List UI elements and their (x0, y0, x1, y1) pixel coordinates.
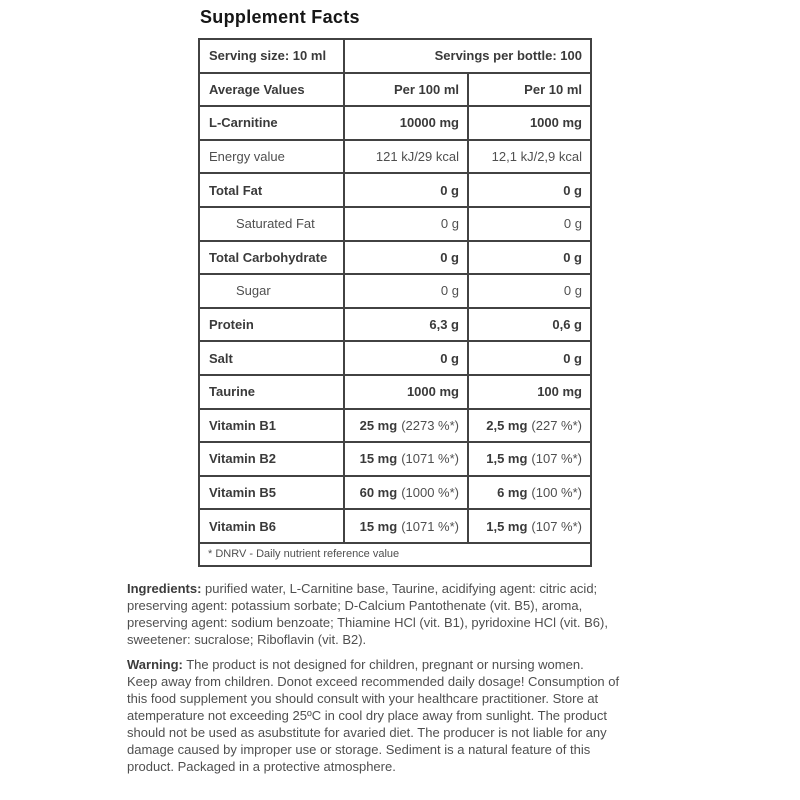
paragraph-line: Keep away from children. Donot exceed recommended daily dosage! Consumption of (127, 674, 620, 689)
table-row (200, 510, 590, 544)
per-10ml-value-cell: 12,1 kJ/2,9 kcal (467, 141, 590, 173)
ingredients-label: Ingredients: (127, 581, 202, 596)
per-10ml-value-cell: 0 g (467, 242, 590, 274)
serving-size-cell: Serving size: 10 ml (209, 48, 327, 64)
per-100ml-value-cell: 0 g (343, 275, 467, 307)
paragraph-line: preserving agent: potassium sorbate; D-Calcium Pantothenate (vit. B5), aroma, (127, 598, 583, 613)
per-100ml-value-cell: 15 mg (1071 %*) (343, 510, 467, 542)
per-100ml-value-cell: 25 mg (2273 %*) (343, 410, 467, 442)
warning-label: Warning: (127, 657, 183, 672)
per-100ml-header-cell: Per 100 ml (343, 74, 467, 106)
paragraph-line-text: The product is not designed for children, pregnant or nursing women. (186, 657, 584, 672)
nutrient-label-cell: Vitamin B6 (209, 518, 276, 534)
nutrient-label-cell: L-Carnitine (209, 115, 278, 131)
table-row (200, 477, 590, 511)
nutrient-label-cell: Sugar (236, 283, 271, 299)
table-row (200, 174, 590, 208)
nutrient-label-cell: Vitamin B5 (209, 485, 276, 501)
per-100ml-value-cell: 121 kJ/29 kcal (343, 141, 467, 173)
nutrient-label-cell: Vitamin B2 (209, 451, 276, 467)
footnote-text: * DNRV - Daily nutrient reference value (208, 548, 400, 561)
paragraph-line: atemperature not exceeding 25ºC in cool dry place away from sunlight. The product (127, 708, 607, 723)
average-values-header-cell: Average Values (209, 81, 305, 97)
per-10ml-value-cell: 2,5 mg (227 %*) (467, 410, 590, 442)
table-row (200, 342, 590, 376)
table-row (200, 443, 590, 477)
table-row (200, 141, 590, 175)
ingredients-paragraph (127, 580, 687, 648)
nutrient-label-cell: Salt (209, 350, 233, 366)
per-100ml-value-cell: 0 g (343, 342, 467, 374)
paragraph-line: should not be used as asubstitute for avaried diet. The producer is not liable for any (127, 725, 607, 740)
per-10ml-value-cell: 0 g (467, 208, 590, 240)
paragraph-line: product. Packaged in a protective atmosphere. (127, 759, 396, 774)
per-10ml-value-cell: 1,5 mg (107 %*) (467, 510, 590, 542)
per-10ml-value-cell: 6 mg (100 %*) (467, 477, 590, 509)
per-100ml-value-cell: 60 mg (1000 %*) (343, 477, 467, 509)
paragraph-line: damage caused by improper use or storage. Sediment is a natural feature of this (127, 742, 591, 757)
footnote-row (200, 544, 590, 565)
per-10ml-header-cell: Per 10 ml (467, 74, 590, 106)
per-100ml-value-cell: 0 g (343, 208, 467, 240)
nutrient-label-cell: Energy value (209, 149, 285, 165)
supplement-facts-table (198, 38, 592, 567)
table-row (200, 208, 590, 242)
table-row (200, 107, 590, 141)
serving-row (200, 40, 590, 74)
per-100ml-value-cell: 0 g (343, 174, 467, 206)
per-100ml-value-cell: 0 g (343, 242, 467, 274)
paragraph-line (127, 656, 687, 673)
servings-per-bottle-cell: Servings per bottle: 100 (343, 40, 590, 72)
nutrient-label-cell: Total Carbohydrate (209, 249, 328, 265)
table-row (200, 275, 590, 309)
paragraph-line (127, 580, 687, 597)
table-row (200, 376, 590, 410)
per-10ml-value-cell: 0,6 g (467, 309, 590, 341)
per-10ml-value-cell: 0 g (467, 174, 590, 206)
per-100ml-value-cell: 1000 mg (343, 376, 467, 408)
per-100ml-value-cell: 15 mg (1071 %*) (343, 443, 467, 475)
per-10ml-value-cell: 0 g (467, 342, 590, 374)
per-10ml-value-cell: 1,5 mg (107 %*) (467, 443, 590, 475)
page-title: Supplement Facts (200, 7, 360, 27)
warning-paragraph (127, 656, 687, 775)
per-100ml-value-cell: 10000 mg (343, 107, 467, 139)
per-10ml-value-cell: 100 mg (467, 376, 590, 408)
paragraph-line: preserving agent: sodium benzoate; Thiamine HCl (vit. B1), pyridoxine HCl (vit. B6), (127, 615, 608, 630)
table-row (200, 309, 590, 343)
nutrient-label-cell: Total Fat (209, 182, 263, 198)
per-10ml-value-cell: 0 g (467, 275, 590, 307)
nutrient-label-cell: Protein (209, 317, 254, 333)
per-100ml-value-cell: 6,3 g (343, 309, 467, 341)
nutrient-label-cell: Taurine (209, 384, 255, 400)
table-row (200, 242, 590, 276)
paragraph-line-text: purified water, L-Carnitine base, Taurine, acidifying agent: citric acid; (205, 581, 598, 596)
column-header-row (200, 74, 590, 108)
nutrient-label-cell: Saturated Fat (236, 216, 315, 232)
nutrient-label-cell: Vitamin B1 (209, 417, 276, 433)
per-10ml-value-cell: 1000 mg (467, 107, 590, 139)
paragraph-line: this food supplement you should consult with your healthcare practitioner. Store at (127, 691, 599, 706)
table-row (200, 410, 590, 444)
paragraph-line: sweetener: sucralose; Riboflavin (vit. B2). (127, 632, 367, 647)
